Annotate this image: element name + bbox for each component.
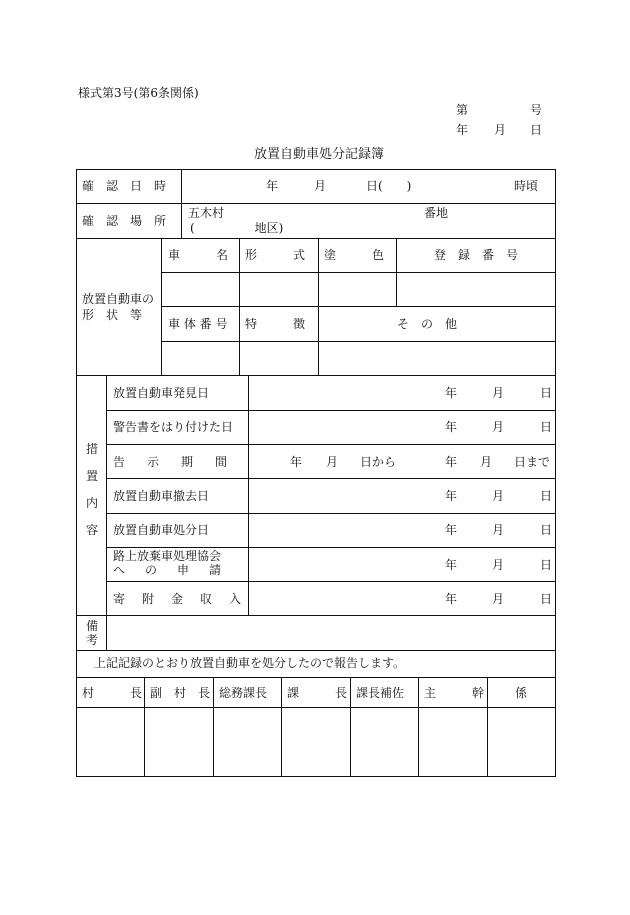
confirm-date-time: 時頃 — [514, 179, 539, 193]
measure-row-label: 告示期間 — [113, 455, 250, 469]
signature-header: 課 長 — [287, 686, 348, 700]
measure-row-label: 寄附金収入 — [113, 592, 259, 606]
measure-row-day: 日 — [540, 386, 553, 400]
vehicle-type-label: 形 式 — [245, 248, 306, 262]
col-divider — [248, 375, 249, 615]
row-divider — [106, 547, 556, 548]
measure-row-month: 月 — [480, 455, 493, 469]
measure-row-label: 放置自動車発見日 — [113, 386, 210, 400]
measure-row-year: 年 — [445, 420, 458, 434]
confirm-date-day: 日( ) — [366, 179, 412, 193]
measure-row-year: 年 — [445, 489, 458, 503]
row-divider — [76, 650, 556, 651]
confirm-place-label: 確 認 場 所 — [82, 214, 167, 228]
measure-row-label — [113, 549, 241, 577]
measure-row-month: 月 — [492, 420, 505, 434]
signature-header: 副 村 長 — [150, 686, 211, 700]
signature-header: 係 — [515, 686, 528, 700]
vehicle-body-label: 車 体 番 号 — [168, 317, 228, 331]
measure-row-month: 月 — [492, 523, 505, 537]
row-divider — [161, 272, 556, 273]
col-divider — [161, 238, 162, 375]
row-divider — [161, 341, 556, 342]
measure-row-year: 年 — [445, 455, 458, 469]
row-divider — [76, 375, 556, 376]
confirm-place-village: 五木村 — [188, 206, 225, 220]
measure-row-month: 月 — [492, 386, 505, 400]
row-divider — [161, 306, 556, 307]
measures-label: 措置内容 — [85, 442, 98, 537]
col-divider — [487, 677, 488, 777]
measure-row-label-line1: 路上放棄車処理協会 — [113, 549, 222, 563]
row-divider — [106, 444, 556, 445]
col-divider — [181, 169, 182, 238]
measure-row-label: 放置自動車撤去日 — [113, 489, 210, 503]
measure-row-year: 年 — [445, 592, 458, 606]
row-divider — [76, 238, 556, 239]
measure-row-label: 警告書をはり付けた日 — [113, 420, 234, 434]
measure-row-label-line2: への申請 — [113, 563, 242, 577]
vehicle-shape-label-line1: 放置自動車の — [82, 292, 155, 306]
remarks-label: 備考 — [85, 619, 98, 647]
col-divider — [396, 238, 397, 306]
vehicle-shape-label-line2: 形 状 等 — [82, 308, 143, 322]
vehicle-feature-label: 特 徴 — [245, 317, 306, 331]
form-number: 様式第3号(第6条関係) — [78, 86, 199, 100]
measure-row-year: 年 — [445, 386, 458, 400]
header-day: 日 — [530, 123, 543, 137]
signature-header: 主 幹 — [424, 686, 485, 700]
row-divider — [76, 615, 556, 616]
measure-row-day: 日 — [540, 489, 553, 503]
vehicle-other-label: そ の 他 — [397, 317, 458, 331]
signature-header: 総務課長 — [219, 686, 268, 700]
signature-header: 課長補佐 — [356, 686, 405, 700]
page-title: 放置自動車処分記録簿 — [254, 147, 385, 162]
measure-row-label: 放置自動車処分日 — [113, 523, 210, 537]
col-divider — [213, 677, 214, 777]
number-prefix: 第 — [456, 103, 469, 117]
col-divider — [239, 238, 240, 375]
col-divider — [350, 677, 351, 777]
confirm-place-chiku: ( 地区) — [190, 221, 284, 235]
col-divider — [144, 677, 145, 777]
header-month: 月 — [494, 123, 507, 137]
col-divider — [318, 238, 319, 375]
report-statement: 上記記録のとおり放置自動車を処分したので報告します。 — [94, 656, 406, 670]
measure-row-from-day: 日から — [360, 455, 397, 469]
confirm-date-year: 年 — [266, 179, 279, 193]
confirm-date-label: 確 認 日 時 — [82, 179, 167, 193]
measure-row-year: 年 — [445, 523, 458, 537]
vehicle-color-label: 塗 色 — [324, 248, 385, 262]
measure-row-from-month: 月 — [326, 455, 339, 469]
col-divider — [281, 677, 282, 777]
measure-row-day: 日 — [540, 420, 553, 434]
measure-row-month: 月 — [492, 558, 505, 572]
measure-row-day: 日 — [540, 558, 553, 572]
col-divider — [418, 677, 419, 777]
confirm-date-month: 月 — [314, 179, 327, 193]
vehicle-name-label: 車 名 — [168, 248, 229, 262]
row-divider — [106, 581, 556, 582]
header-year: 年 — [456, 123, 469, 137]
measure-row-month: 月 — [492, 489, 505, 503]
row-divider — [106, 410, 556, 411]
vehicle-reg-label: 登 録 番 号 — [434, 248, 519, 262]
number-suffix: 号 — [530, 103, 543, 117]
signature-header: 村 長 — [82, 686, 143, 700]
row-divider — [76, 707, 556, 708]
confirm-place-banchi: 番地 — [424, 206, 449, 220]
measure-row-from-year: 年 — [290, 455, 303, 469]
col-divider — [106, 375, 107, 650]
measure-row-day: 日まで — [514, 455, 551, 469]
vehicle-shape-label — [82, 292, 154, 322]
row-divider — [106, 513, 556, 514]
row-divider — [106, 478, 556, 479]
row-divider — [76, 203, 556, 204]
measure-row-year: 年 — [445, 558, 458, 572]
row-divider — [76, 677, 556, 678]
measure-row-day: 日 — [540, 523, 553, 537]
measure-row-day: 日 — [540, 592, 553, 606]
measure-row-month: 月 — [492, 592, 505, 606]
